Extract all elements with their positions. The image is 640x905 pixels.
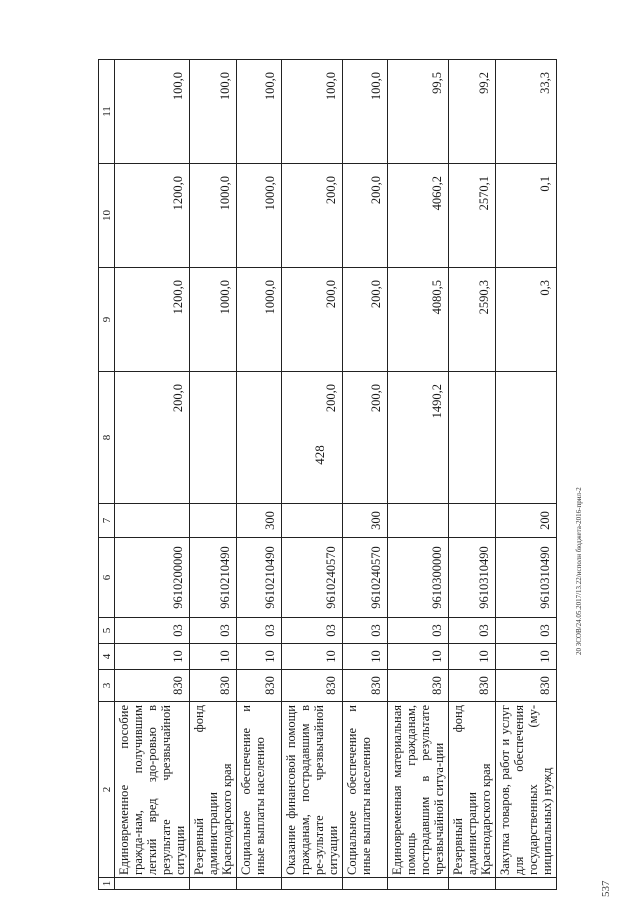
row-value-cell: 200,0 (282, 372, 343, 504)
row-expense-type-cell (388, 504, 449, 538)
row-expense-type-cell (449, 504, 496, 538)
col-header: 9 (99, 268, 115, 372)
page-number: 428 (312, 445, 327, 465)
col-header: 1 (99, 878, 115, 890)
row-code-cell: 830 (237, 670, 282, 702)
col-header: 5 (99, 618, 115, 644)
row-value-cell: 200,0 (343, 164, 388, 268)
col-header: 11 (99, 60, 115, 164)
column-number-row (99, 60, 115, 890)
row-target-article-cell: 9610210490 (237, 538, 282, 618)
col-header: 6 (99, 538, 115, 618)
row-name-cell: Единовременное пособие гражда-нам, получившим легкий вред здо-ровью в результате чрезвычайной ситуации (115, 702, 190, 878)
row-section-cell: 10 (115, 644, 190, 670)
margin-page-number: 537 (600, 880, 612, 897)
row-code-cell: 830 (496, 670, 557, 702)
col-header: 3 (99, 670, 115, 702)
row-spacer-cell (496, 878, 557, 890)
row-spacer-cell (237, 878, 282, 890)
row-value-cell: 1000,0 (237, 164, 282, 268)
row-name-cell: Социальное обеспечение и иные выплаты населению (237, 702, 282, 878)
row-subsection-cell: 03 (190, 618, 237, 644)
row-percent-cell: 33,3 (496, 60, 557, 164)
table-row (115, 60, 190, 890)
row-code-cell: 830 (343, 670, 388, 702)
row-value-cell: 4060,2 (388, 164, 449, 268)
table-row (388, 60, 449, 890)
row-name-cell: Социальное обеспечение и иные выплаты населению (343, 702, 388, 878)
row-section-cell: 10 (343, 644, 388, 670)
row-subsection-cell: 03 (237, 618, 282, 644)
col-header: 8 (99, 372, 115, 504)
row-code-cell: 830 (449, 670, 496, 702)
row-subsection-cell: 03 (388, 618, 449, 644)
row-name-cell: Резервный фонд администрации Краснодарского края (190, 702, 237, 878)
row-value-cell: 200,0 (343, 268, 388, 372)
row-value-cell: 200,0 (343, 372, 388, 504)
row-value-cell: 0,3 (496, 268, 557, 372)
row-name-cell: Закупка товаров, работ и услуг для обеспечения государственных (му-ниципальных) нужд (496, 702, 557, 878)
row-code-cell: 830 (115, 670, 190, 702)
row-section-cell: 10 (388, 644, 449, 670)
row-subsection-cell: 03 (496, 618, 557, 644)
row-spacer-cell (449, 878, 496, 890)
row-subsection-cell: 03 (449, 618, 496, 644)
row-percent-cell: 100,0 (343, 60, 388, 164)
row-value-cell (449, 372, 496, 504)
row-value-cell: 4080,5 (388, 268, 449, 372)
table-row (449, 60, 496, 890)
row-spacer-cell (190, 878, 237, 890)
row-spacer-cell (115, 878, 190, 890)
row-expense-type-cell: 200 (496, 504, 557, 538)
row-target-article-cell: 9610200000 (115, 538, 190, 618)
row-value-cell: 2590,3 (449, 268, 496, 372)
row-value-cell: 0,1 (496, 164, 557, 268)
row-value-cell: 2570,1 (449, 164, 496, 268)
row-percent-cell: 100,0 (237, 60, 282, 164)
row-spacer-cell (343, 878, 388, 890)
row-expense-type-cell (282, 504, 343, 538)
row-percent-cell: 99,5 (388, 60, 449, 164)
table-row (237, 60, 282, 890)
row-value-cell (237, 372, 282, 504)
row-expense-type-cell (190, 504, 237, 538)
row-value-cell: 1200,0 (115, 164, 190, 268)
row-value-cell: 200,0 (282, 268, 343, 372)
budget-table-sheet (98, 60, 578, 890)
row-value-cell (190, 372, 237, 504)
row-target-article-cell: 9610310490 (449, 538, 496, 618)
row-percent-cell: 100,0 (115, 60, 190, 164)
col-header: 10 (99, 164, 115, 268)
footer-note: 20 ЗСОВ/24.05.2017/13.22/исполн бюджета-2016-прил-2 (575, 487, 583, 655)
row-target-article-cell: 9610240570 (343, 538, 388, 618)
row-section-cell: 10 (190, 644, 237, 670)
row-code-cell: 830 (282, 670, 343, 702)
row-target-article-cell: 9610240570 (282, 538, 343, 618)
row-value-cell: 1200,0 (115, 268, 190, 372)
row-spacer-cell (282, 878, 343, 890)
row-target-article-cell: 9610300000 (388, 538, 449, 618)
row-value-cell: 200,0 (115, 372, 190, 504)
row-name-cell: Единовременная материальная помощь гражданам, пострадавшим в результате чрезвычайной ситуа-ции (388, 702, 449, 878)
row-percent-cell: 100,0 (282, 60, 343, 164)
row-section-cell: 10 (237, 644, 282, 670)
row-value-cell: 1000,0 (190, 268, 237, 372)
col-header: 4 (99, 644, 115, 670)
row-expense-type-cell: 300 (237, 504, 282, 538)
table-row (190, 60, 237, 890)
row-code-cell: 830 (388, 670, 449, 702)
row-name-cell: Резервный фонд администрации Краснодарского края (449, 702, 496, 878)
col-header: 2 (99, 702, 115, 878)
row-section-cell: 10 (282, 644, 343, 670)
row-section-cell: 10 (496, 644, 557, 670)
row-spacer-cell (388, 878, 449, 890)
row-code-cell: 830 (190, 670, 237, 702)
row-percent-cell: 100,0 (190, 60, 237, 164)
row-subsection-cell: 03 (282, 618, 343, 644)
row-value-cell: 1000,0 (237, 268, 282, 372)
row-value-cell: 1490,2 (388, 372, 449, 504)
row-expense-type-cell: 300 (343, 504, 388, 538)
row-expense-type-cell (115, 504, 190, 538)
row-value-cell (496, 372, 557, 504)
row-subsection-cell: 03 (115, 618, 190, 644)
col-header: 7 (99, 504, 115, 538)
row-target-article-cell: 9610210490 (190, 538, 237, 618)
row-name-cell: Оказание финансовой помощи гражданам, пострадавшим в ре-зультате чрезвычайной ситуации (282, 702, 343, 878)
row-percent-cell: 99,2 (449, 60, 496, 164)
table-row (343, 60, 388, 890)
row-subsection-cell: 03 (343, 618, 388, 644)
row-value-cell: 200,0 (282, 164, 343, 268)
table-row (496, 60, 557, 890)
row-value-cell: 1000,0 (190, 164, 237, 268)
row-section-cell: 10 (449, 644, 496, 670)
budget-table (98, 59, 557, 890)
table-row (282, 60, 343, 890)
row-target-article-cell: 9610310490 (496, 538, 557, 618)
